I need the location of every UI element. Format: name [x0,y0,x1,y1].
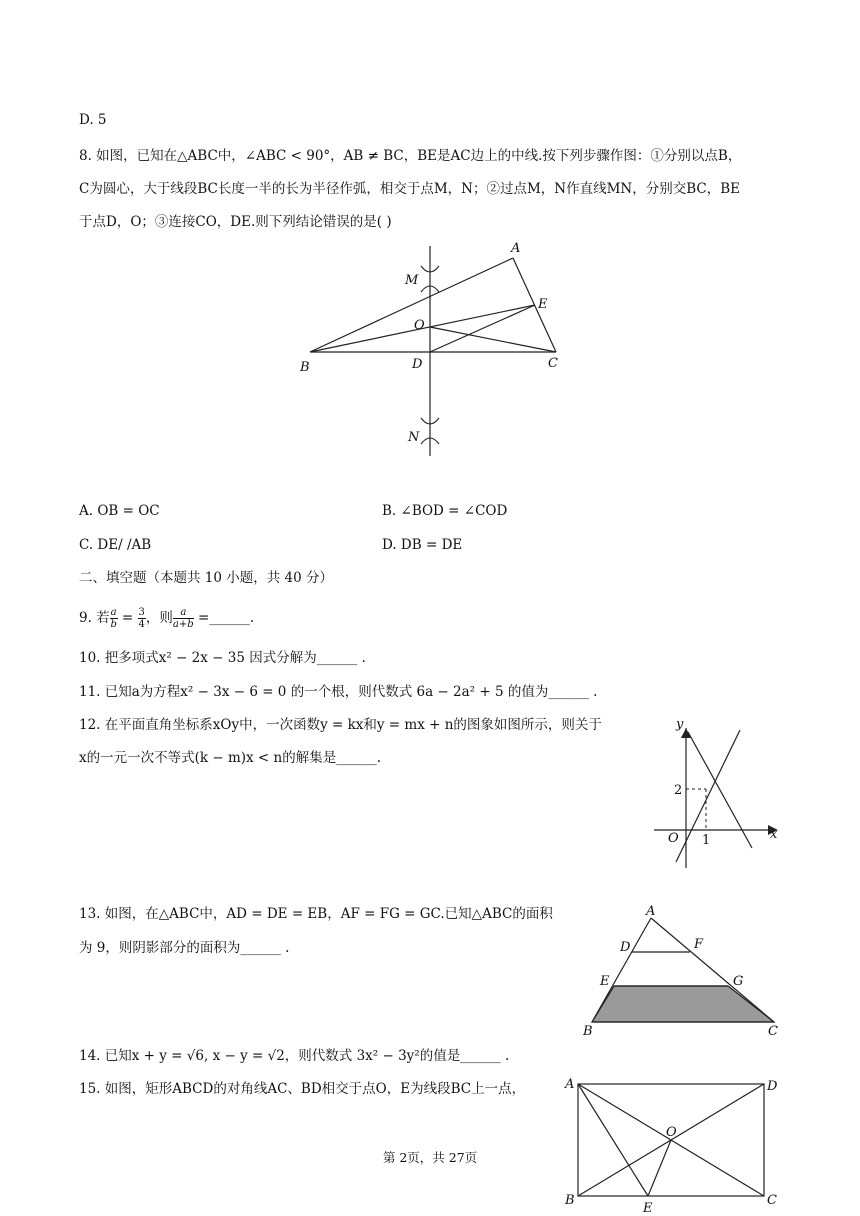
q15-label-o: O [666,1125,677,1140]
q8-option-a: A. OB = OC [79,503,160,519]
section-heading: 二、填空题（本题共 10 小题，共 40 分） [79,570,334,586]
q13-label-b: B [583,1024,593,1039]
q9-equals: = [117,610,138,626]
q12-figure [648,712,784,872]
q8-label-c: C [548,356,558,371]
q13-label-f: F [694,937,704,952]
q13-line2: 为 9，则阴影部分的面积为______ . [79,940,290,956]
q13-label-e: E [600,974,610,989]
q12-label-x: x [770,827,778,842]
q8-label-e: E [538,297,548,312]
q8-label-o: O [414,318,425,333]
q12-label-2: 2 [674,783,683,798]
q12-label-1: 1 [702,833,711,848]
q15-line1: 15. 如图，矩形ABCD的对角线AC、BD相交于点O，E为线段BC上一点， [79,1081,526,1097]
q12-label-y: y [676,717,684,732]
q13-figure [580,900,780,1040]
q9 [79,606,254,630]
q13-label-d: D [620,940,631,955]
q12-line2: x的一元一次不等式(k − m)x < n的解集是______. [79,750,382,766]
q8-label-a: A [511,241,521,256]
q9-mid: ，则 [145,610,173,626]
q8-label-b: B [300,360,310,375]
q11: 11. 已知a为方程x² − 3x − 6 = 0 的一个根，则代数式 6a − 2a² + 5 的值为______ . [79,684,598,700]
q8-option-b: B. ∠BOD = ∠COD [382,503,508,519]
prev-option-d: D. 5 [79,112,107,128]
q15-label-b: B [565,1193,575,1208]
q8-figure [290,238,570,464]
q15-label-d: D [767,1079,778,1094]
q13-label-c: C [768,1024,778,1039]
q9-prefix: 9. 若 [79,610,110,626]
q9-suffix: =______. [193,610,255,626]
q13-line1: 13. 如图，在△ABC中，AD = DE = EB，AF = FG = GC.已知△ABC的面积 [79,906,553,922]
q13-label-a: A [646,904,656,919]
q8-option-c: C. DE/ /AB [79,537,152,553]
q12-line1: 12. 在平面直角坐标系xOy中，一次函数y = kx和y = mx + n的图象如图所示，则关于 [79,717,602,733]
q12-label-o: O [668,831,679,846]
q15-label-a: A [565,1077,575,1092]
q10: 10. 把多项式x² − 2x − 35 因式分解为______ . [79,650,366,666]
q9-fraction-3-4: $\frac{3}{4}$ [138,607,145,630]
q8-label-d: D [412,357,423,372]
q8-line2: C为圆心，大于线段BC长度一半的长为半径作弧，相交于点M，N；②过点M，N作直线MN，分别交BC，BE [79,181,741,197]
q15-figure [560,1074,780,1216]
q8-line1: 8. 如图，已知在△ABC中，∠ABC < 90°，AB ≠ BC，BE是AC边上的中线.按下列步骤作图：①分别以点B， [79,148,742,164]
q14: 14. 已知x + y = √6, x − y = √2，则代数式 3x² − 3y²的值是______ . [79,1048,510,1064]
q9-fraction-a-ab: $\frac{a}{a+b}$ [172,607,194,630]
q15-label-c: C [767,1193,777,1208]
q8-line3: 于点D，O；③连接CO，DE.则下列结论错误的是( ) [79,214,392,230]
q13-label-g: G [733,974,744,989]
page-footer: 第 2页，共 27页 [382,1150,478,1165]
q15-label-e: E [643,1201,653,1216]
q9-fraction-a-b: $\frac{a}{b}$ [110,607,117,630]
q8-option-d: D. DB = DE [382,537,463,553]
q8-label-m: M [405,273,419,288]
q8-label-n: N [408,430,420,445]
